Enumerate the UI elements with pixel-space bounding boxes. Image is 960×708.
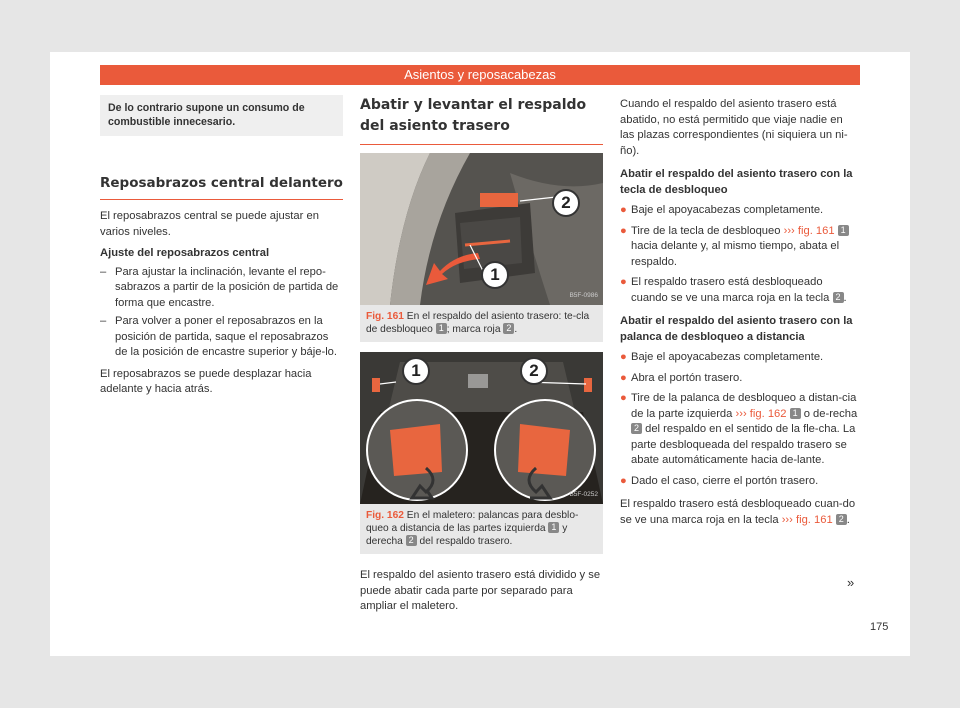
ref-number-2: 2	[406, 535, 417, 546]
ref-number-1: 1	[436, 323, 447, 334]
list-item-text	[631, 275, 860, 306]
caption-text: En el maletero: palancas para desblo-queo a distancia de las partes izquierda	[366, 510, 579, 534]
list-item	[620, 224, 860, 271]
continue-mark: »	[847, 575, 855, 590]
text-part: El respaldo trasero está desbloqueado cuan-do se ve una marca roja en la tecla	[620, 498, 856, 526]
list-item	[100, 314, 343, 361]
caption-text: ; marca roja	[446, 324, 501, 335]
section-title-reposabrazos: Reposabrazos central delantero	[100, 174, 343, 200]
list-item	[620, 391, 860, 469]
list-item-text: Para volver a poner el reposabrazos en la posición de partida, saque el reposabrazos de la posición de encastre superior y báje-lo.	[115, 315, 338, 358]
ref-number-2: 2	[503, 323, 514, 334]
intro-text: El reposabrazos central se puede ajustar en varios niveles.	[100, 210, 319, 238]
dash-marker: –	[100, 265, 107, 278]
column-middle	[360, 95, 603, 615]
figure-link[interactable]: ››› fig. 161	[783, 224, 835, 237]
figure-link[interactable]: ››› fig. 161	[781, 513, 833, 526]
body-text: El respaldo del asiento trasero está dividido y se puede abatir cada parte por separado para ampliar el maletero.	[360, 569, 601, 612]
dash-marker: –	[100, 315, 107, 327]
text-part: Tire de la palanca de desbloqueo a distan-cia de la parte izquierda	[631, 392, 857, 420]
bullet-marker: ●	[620, 204, 627, 216]
list-item-text: Para ajustar la inclinación, levante el repo-sabrazos a partir de la posición de partida de forma que encastre.	[115, 265, 339, 309]
list-item	[620, 371, 860, 387]
bullet-marker: ●	[620, 371, 627, 384]
bullet-marker: ●	[620, 392, 627, 404]
figure-161-image	[360, 153, 603, 305]
caption-text: En el respaldo del asiento trasero: te-cla de desbloqueo	[366, 311, 590, 335]
list-item	[620, 474, 860, 490]
figure-161-caption	[360, 305, 603, 342]
ref-number-1: 1	[838, 225, 849, 236]
figure-162-image	[360, 352, 603, 504]
bullet-marker: ●	[620, 224, 627, 237]
subheading-palanca: Abatir el respaldo del asiento trasero con la palanca de desbloqueo a distancia	[620, 315, 853, 343]
list-item	[620, 350, 860, 366]
text-part: o de-recha	[803, 407, 858, 420]
list-item-text: Baje el apoyacabezas completamente.	[631, 351, 824, 363]
bullet-marker: ●	[620, 474, 627, 487]
bullet-marker: ●	[620, 276, 627, 288]
text-part: hacia delante y, al mismo tiempo, abata el respaldo.	[631, 240, 840, 268]
callout-1: 1	[402, 357, 430, 385]
ref-number-2: 2	[833, 292, 844, 303]
figure-code: B5F-0986	[569, 291, 598, 299]
note-box: De lo contrario supone un consumo de combustible innecesario.	[100, 95, 343, 136]
figure-label: Fig. 161	[366, 311, 404, 322]
figure-code: B5F-0252	[569, 490, 598, 498]
caption-text: .	[514, 324, 518, 335]
list-item-text: Abra el portón trasero.	[631, 371, 743, 384]
text-part: .	[843, 291, 847, 304]
ref-number-2: 2	[836, 514, 847, 525]
text-part: del respaldo en el sentido de la fle-cha. La parte desbloqueada del respaldo trasero se abate automáticamente hacia de-lante.	[631, 423, 856, 466]
figure-162	[360, 352, 603, 554]
bullet-marker: ●	[620, 351, 627, 363]
list-item	[100, 265, 343, 312]
outro-text	[620, 497, 860, 528]
subheading-tecla: Abatir el respaldo del asiento trasero con la tecla de desbloqueo	[620, 168, 853, 196]
callout-2: 2	[520, 357, 548, 385]
callout-2: 2	[552, 189, 580, 217]
outro-text: El reposabrazos se puede desplazar hacia adelante y hacia atrás.	[100, 367, 312, 395]
seat-release-illustration	[360, 153, 603, 305]
figure-162-caption	[360, 504, 603, 554]
list-item-text	[631, 224, 860, 271]
list-item-text	[631, 391, 860, 469]
text-part: El respaldo trasero está desbloqueado cuando se ve una marca roja en la tecla	[631, 276, 830, 304]
callout-1: 1	[481, 261, 509, 289]
list-item	[620, 203, 860, 219]
page-header: Asientos y reposacabezas	[100, 65, 860, 85]
trunk-levers-illustration	[360, 352, 603, 504]
list-item-text: Baje el apoyacabezas completamente.	[631, 204, 824, 216]
ref-number-1: 1	[548, 522, 559, 533]
intro-text: Cuando el respaldo del asiento trasero está abatido, no está permitido que viaje nadie en las plazas correspondientes (ni siquiera un ni-ño).	[620, 98, 848, 157]
column-right	[620, 97, 860, 528]
text-part: Tire de la tecla de desbloqueo	[631, 224, 781, 237]
subheading-ajuste: Ajuste del reposabrazos central	[100, 247, 270, 259]
list-item	[620, 275, 860, 306]
ref-number-2: 2	[631, 423, 642, 434]
caption-text: y derecha	[366, 523, 568, 547]
section-title-abatir: Abatir y levantar el respaldo del asiento trasero	[360, 95, 603, 145]
ref-number-1: 1	[790, 408, 801, 419]
figure-161	[360, 153, 603, 342]
list-item-text: Dado el caso, cierre el portón trasero.	[631, 474, 819, 487]
text-part: .	[846, 513, 850, 526]
figure-link[interactable]: ››› fig. 162	[735, 407, 787, 420]
caption-text: del respaldo trasero.	[419, 536, 513, 547]
page-number: 175	[870, 621, 889, 633]
column-left	[100, 95, 343, 398]
figure-label: Fig. 162	[366, 510, 404, 521]
